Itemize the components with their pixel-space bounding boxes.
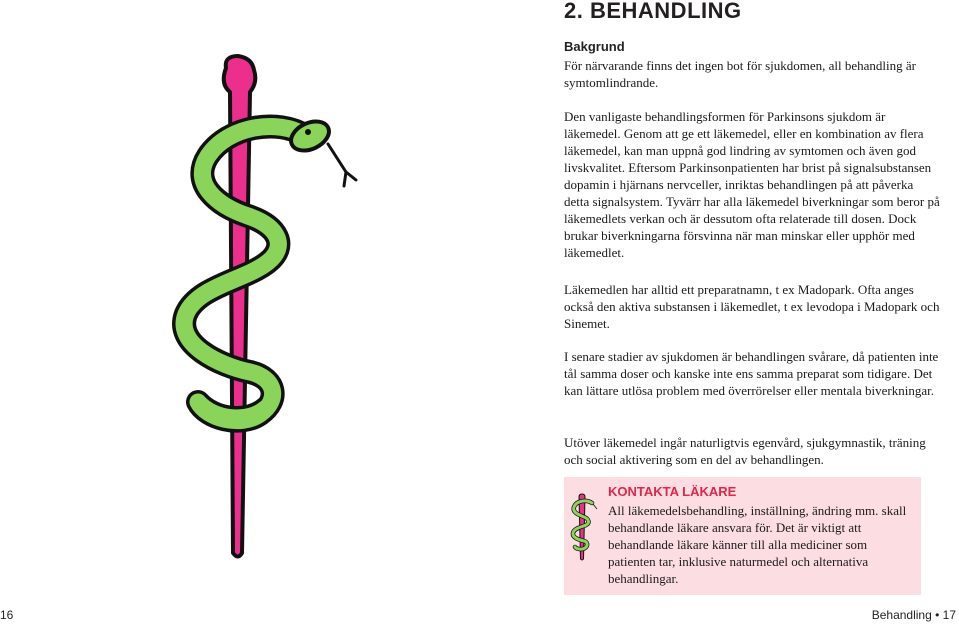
page-title: 2. BEHANDLING	[564, 0, 742, 23]
paragraph-text: I senare stadier av sjukdomen är behandlingen svårare, då patienten inte tål samma doser och kanske inte ens samma preparat som tidigare. Det kan lättare utlösa problem med överrörelser eller mentala biverkningar.	[564, 349, 939, 398]
paragraph-text: Utöver läkemedel ingår naturligtvis egenvård, sjukgymnastik, träning och social aktivering som en del av behandlingen.	[564, 435, 926, 467]
callout-title: KONTAKTA LÄKARE	[608, 484, 737, 499]
paragraph-text: För närvarande finns det ingen bot för sjukdomen, all behandling är symtomlindrande.	[564, 58, 916, 90]
page-number-right: Behandling • 17	[871, 608, 956, 622]
page-number-left: 16	[0, 608, 14, 622]
paragraph-text: Den vanligaste behandlingsformen för Parkinsons sjukdom är läkemedel. Genom att ge ett läkemedel, eller en kombination av flera läkemedel, kan man uppnå god lindring av symtomen och även god livskvalitet. Eftersom Parkinsonpatienten har brist på signalsubstansen dopamin i hjärnans nervceller, inriktas behandlingen på att påverka detta signalsystem. Tyvärr har alla läkemedel biverkningar som beror på läkemedlets verkan och är dessutom ofta relaterade till dosen. Dock brukar biverkningarna försvinna när man minskar eller upphör med läkemedlet.	[564, 109, 940, 260]
rod-of-asclepius-icon	[158, 48, 388, 568]
paragraph-intro	[564, 57, 940, 91]
paragraph-late-stage	[564, 348, 940, 399]
contact-doctor-callout	[564, 477, 921, 595]
callout-text: All läkemedelsbehandling, inställning, ändring mm. skall behandlande läkare ansvara för. Det är viktigt att behandlande läkare känner till alla mediciner som patienten tar, inklusive naturmedel och alternativa behandlingar.	[608, 503, 907, 586]
section-subtitle: Bakgrund	[564, 39, 625, 54]
paragraph-treatment	[564, 108, 940, 261]
paragraph-text: Läkemedlen har alltid ett preparatnamn, t ex Madopark. Ofta anges också den aktiva substansen i läkemedlet, t ex levodopa i Madopark och Sinemet.	[564, 282, 940, 331]
paragraph-drug-names	[564, 281, 940, 332]
snake-shape	[184, 116, 356, 421]
rod-of-asclepius-icon	[568, 493, 598, 561]
paragraph-self-care	[564, 434, 940, 468]
